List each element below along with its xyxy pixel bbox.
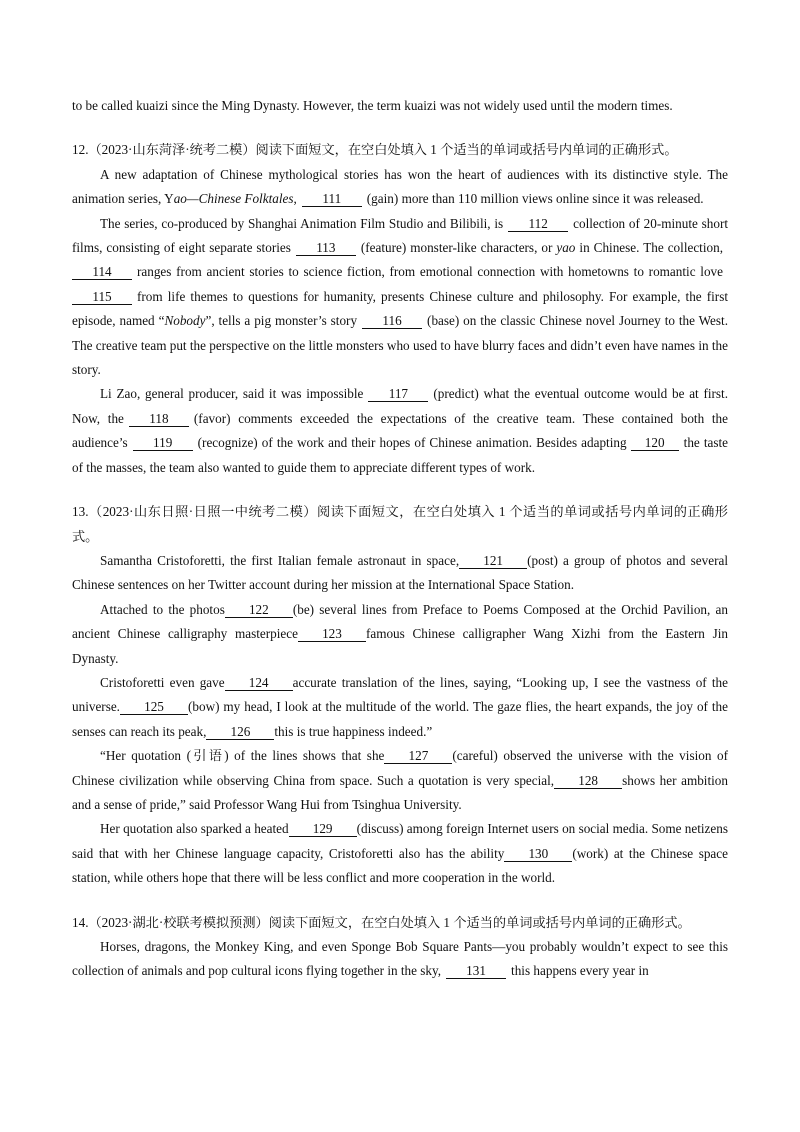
q13-paragraph-2: Attached to the photos 122 (be) several lines from Preface to Poems Composed at the Orchid Pavilion, an ancient Chinese calligraphy masterpiece 123 famous Chinese calligrapher Wang Xizhi from the Eastern Jin Dynasty. xyxy=(72,601,729,666)
blank-131[interactable]: 131 xyxy=(446,963,506,979)
blank-117[interactable]: 117 xyxy=(368,386,428,402)
q13-paragraph-4: “Her quotation (引语) of the lines shows that she 127 (careful) observed the universe with the vision of Chinese civilization while observing China from space. Such a quotation is very special, 128 shows her ambition and a sense of pride,” said Professor Wang Hui from Tsinghua University. xyxy=(72,748,728,812)
blank-125[interactable]: 125 xyxy=(120,699,188,715)
q12-header: 12.（2023·山东菏泽·统考二模）阅读下面短文，在空白处填入 1 个适当的单词或括号内单词的正确形式。 xyxy=(72,142,678,158)
blank-113[interactable]: 113 xyxy=(296,240,356,256)
q14-paragraph-1: Horses, dragons, the Monkey King, and even Sponge Bob Square Pants—you probably wouldn’t expect to see this collection of animals and pop cultural icons flying together in the sky, 131 this happens every year in xyxy=(72,939,728,979)
blank-130[interactable]: 130 xyxy=(504,846,572,862)
blank-116[interactable]: 116 xyxy=(362,313,422,329)
q12-paragraph-3: Li Zao, general producer, said it was impossible 117 (predict) what the eventual outcome would be at first. Now, the 118 (favor) comments exceeded the expectations of the creative team. These contained both the audience’s 119 (recognize) of the work and their hopes of Chinese animation. Besides adapting 120 the taste of the masses, the team also wanted to guide them to appreciate different types of work. xyxy=(72,386,729,475)
blank-126[interactable]: 126 xyxy=(206,724,274,740)
blank-121[interactable]: 121 xyxy=(459,553,527,569)
blank-128[interactable]: 128 xyxy=(554,773,622,789)
blank-124[interactable]: 124 xyxy=(225,675,293,691)
blank-123[interactable]: 123 xyxy=(298,626,366,642)
blank-118[interactable]: 118 xyxy=(129,411,189,427)
blank-120[interactable]: 120 xyxy=(631,435,679,451)
continuation-line: to be called kuaizi since the Ming Dynasty. However, the term kuaizi was not widely used until the modern times. xyxy=(72,98,673,113)
document-content xyxy=(72,94,728,984)
blank-111[interactable]: 111 xyxy=(302,191,362,207)
q13-paragraph-1: Samantha Cristoforetti, the first Italian female astronaut in space, 121 (post) a group of photos and several Chinese sentences on her Twitter account during her mission at the International Space Station. xyxy=(72,552,728,593)
blank-119[interactable]: 119 xyxy=(133,435,193,451)
blank-112[interactable]: 112 xyxy=(508,216,568,232)
q13-paragraph-5: Her quotation also sparked a heated 129 (discuss) among foreign Internet users on social media. Some netizens said that with her Chinese language capacity, Cristoforetti also has the ability 130 (work) at the Chinese space station, while others hope that there will be less conflict and more cooperation in the world. xyxy=(72,821,728,886)
blank-127[interactable]: 127 xyxy=(384,748,452,764)
q12-paragraph-1: A new adaptation of Chinese mythological stories has won the heart of audiences with its distinctive style. The animation series, Yao—Chinese Folktales, 111 (gain) more than 110 million views online since it was released. xyxy=(72,166,728,207)
blank-122[interactable]: 122 xyxy=(225,602,293,618)
q12-paragraph-2: The series, co-produced by Shanghai Animation Film Studio and Bilibili, is 112 collection of 20-minute short films, consisting of eight separate stories 113 (feature) monster-like characters, or yao in Chinese. The collection,114 ranges from ancient stories to science fiction, from emotional connection with hometowns to romantic love115 from life themes to questions for humanity, presents Chinese culture and philosophy. For example, the first episode, named “Nobody”, tells a pig monster’s story 116 (base) on the classic Chinese novel Journey to the West. The creative team put the perspective on the little monsters who used to have blurry faces and didn’t even have names in the story. xyxy=(72,215,729,378)
q13-header: 13.（2023·山东日照·日照一中统考二模）阅读下面短文，在空白处填入 1 个适当的单词或括号内单词的正确形式。 xyxy=(72,504,728,544)
blank-129[interactable]: 129 xyxy=(289,821,357,837)
blank-114[interactable]: 114 xyxy=(72,264,132,280)
blank-115[interactable]: 115 xyxy=(72,289,132,305)
q14-header: 14.（2023·湖北·校联考模拟预测）阅读下面短文，在空白处填入 1 个适当的单词或括号内单词的正确形式。 xyxy=(72,914,691,930)
q13-paragraph-3: Cristoforetti even gave 124 accurate translation of the lines, saying, “Looking up, I see the vastness of the universe. 125 (bow) my head, I look at the multitude of the world. The gaze flies, the heart expands, the joy of the senses can reach its peak, 126 this is true happiness indeed.” xyxy=(72,674,728,739)
